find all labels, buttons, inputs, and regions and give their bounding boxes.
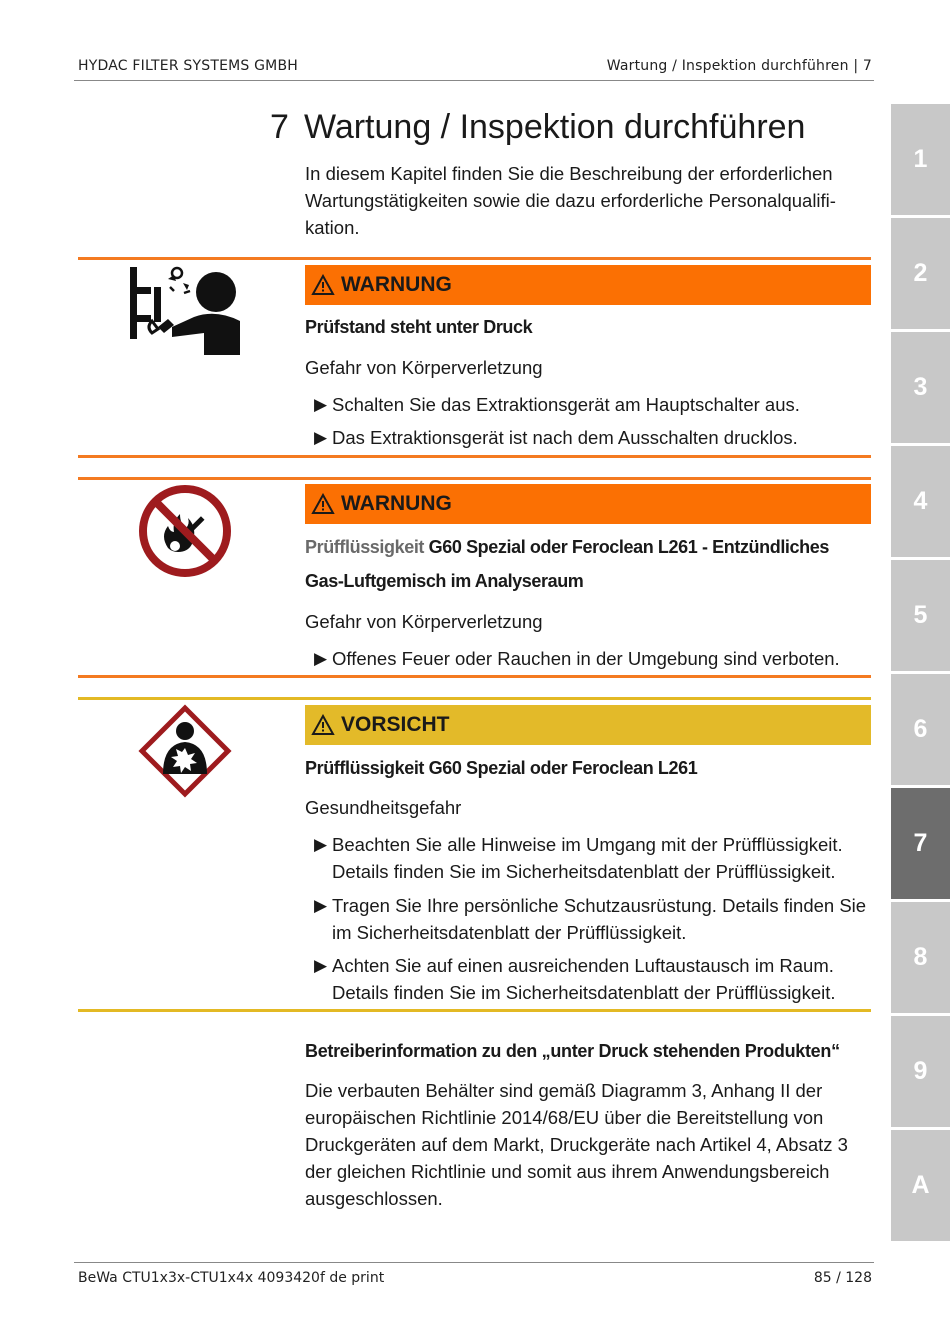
warning-2-step [314,645,874,672]
step-arrow-icon: ▶ [314,395,328,414]
caution-step [314,892,874,946]
chapter-tab-9[interactable]: 9 [891,1016,950,1127]
warning-1-bottom-rule [78,455,871,458]
step-text: Offenes Feuer oder Rauchen in der Umgebung sind verboten. [332,648,840,669]
chapter-tab-4[interactable]: 4 [891,446,950,557]
chapter-tab-3[interactable]: 3 [891,332,950,443]
warning-1-step [314,391,874,418]
warning-1-signal-word: WARNUNG [341,273,452,296]
step-text: Tragen Sie Ihre persönliche Schutzausrüstung. Details finden Sie im Sicherheitsdatenblatt der Prüfflüssigkeit. [332,895,867,943]
no-open-flame-icon [138,484,232,578]
warning-triangle-icon [311,274,335,296]
header-section: Wartung / Inspektion durchführen | 7 [606,58,872,74]
header-company: HYDAC FILTER SYSTEMS GMBH [78,58,298,74]
chapter-tabs [891,104,950,1244]
warning-1-hazard: Prüfstand steht unter Druck [305,317,533,337]
step-text: Das Extraktionsgerät ist nach dem Ausschalten drucklos. [332,427,798,448]
caution-banner [305,705,871,745]
health-hazard-icon [138,704,232,798]
step-text: Beachten Sie alle Hinweise im Umgang mit der Prüfflüssigkeit. Details finden Sie im Sicherheitsdatenblatt der Prüfflüssigkeit. [332,834,843,882]
warning-1-consequence: Gefahr von Körperverletzung [305,357,543,378]
caution-consequence: Gesundheitsgefahr [305,797,462,818]
step-text: Achten Sie auf einen ausreichenden Luftaustausch im Raum. Details finden Sie im Sicherheitsdatenblatt der Prüfflüssigkeit. [332,955,836,1003]
operator-info-heading: Betreiberinformation zu den „unter Druck stehenden Produkten“ [305,1041,840,1061]
step-arrow-icon: ▶ [314,956,328,975]
warning-1-step [314,424,874,451]
step-arrow-icon: ▶ [314,428,328,447]
warning-2-signal-word: WARNUNG [341,492,452,515]
step-arrow-icon: ▶ [314,896,328,915]
warning-2-consequence: Gefahr von Körperverletzung [305,611,543,632]
caution-signal-word: VORSICHT [341,713,450,736]
warning-2-banner [305,484,871,524]
caution-step [314,952,874,1006]
warning-triangle-icon [311,493,335,515]
warning-2-hazard [305,530,871,598]
caution-top-rule [78,697,871,700]
warning-1-banner [305,265,871,305]
header-divider [74,80,874,81]
chapter-number: 7 [270,108,289,146]
footer-document: BeWa CTU1x3x-CTU1x4x 4093420f de print [78,1270,385,1286]
chapter-tab-a[interactable]: A [891,1130,950,1241]
chapter-title-text: Wartung / Inspektion durchführen [304,108,806,146]
chapter-tab-5[interactable]: 5 [891,560,950,671]
chapter-tab-6[interactable]: 6 [891,674,950,785]
step-arrow-icon: ▶ [314,649,328,668]
hazard-substance-link[interactable]: Prüfflüssigkeit [305,537,425,557]
footer-page-number: 85 / 128 [813,1270,872,1286]
warning-triangle-icon [311,714,335,736]
caution-step [314,831,874,885]
caution-hazard: Prüfflüssigkeit G60 Spezial oder Feroclean L261 [305,758,698,778]
chapter-tab-2[interactable]: 2 [891,218,950,329]
caution-bottom-rule [78,1009,871,1012]
warning-2-top-rule [78,477,871,480]
operator-info-body: Die verbauten Behälter sind gemäß Diagramm 3, Anhang II der europäischen Richtlinie 2014/68/EU über die Bereitstellung von Druckgeräten auf dem Markt, Druckgeräte nach Artikel 4, Absatz 3 der gleichen Richtlinie und somit aus ihrem Anwendungsbereich ausgeschlossen. [305,1080,848,1209]
warning-2-bottom-rule [78,675,871,678]
footer-divider [74,1262,874,1263]
step-text: Schalten Sie das Extraktionsgerät am Hauptschalter aus. [332,394,800,415]
chapter-title [270,108,805,147]
hazard-text: G60 Spezial oder Feroclean L261 - Entzündliches Gas-Luftgemisch im Analyseraum [305,537,829,591]
chapter-tab-7[interactable]: 7 [891,788,950,899]
step-arrow-icon: ▶ [314,835,328,854]
warning-1-top-rule [78,257,871,260]
chapter-tab-1[interactable]: 1 [891,104,950,215]
pressure-hazard-icon [128,265,242,357]
chapter-tab-8[interactable]: 8 [891,902,950,1013]
chapter-intro: In diesem Kapitel finden Sie die Beschreibung der erforderlichen Wartungstätigkeiten sowie die dazu erforderliche Personalqualifi-kation. [305,163,836,238]
